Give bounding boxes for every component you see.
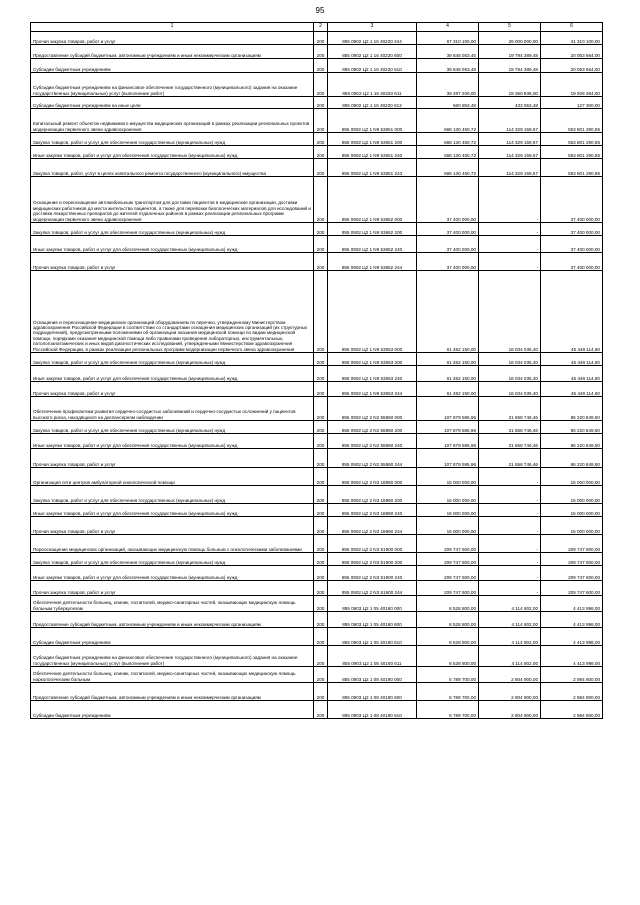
row-name-cell: Прочая закупка товаров, работ и услуг xyxy=(31,581,314,596)
row-value-3-cell: 127 300,00 xyxy=(541,97,603,109)
row-kvr-cell: 200 xyxy=(314,596,328,612)
row-value-2-cell: 4 114 802,00 xyxy=(479,612,541,628)
table-body xyxy=(31,32,603,719)
row-value-3-cell: 2 984 800,00 xyxy=(541,701,603,719)
row-kvr-cell: 200 xyxy=(314,628,328,646)
row-kvr-cell: 200 xyxy=(314,553,328,566)
row-kvr-cell: 200 xyxy=(314,159,328,177)
column-header-2: 2 xyxy=(314,23,328,32)
table-row xyxy=(31,397,603,421)
column-header-5: 5 xyxy=(479,23,541,32)
row-value-2-cell: - xyxy=(479,468,541,486)
row-kvr-cell: 200 xyxy=(314,236,328,253)
row-kvr-cell: 200 xyxy=(314,535,328,553)
row-value-1-cell: 668 130 450,72 xyxy=(417,133,479,146)
table-row xyxy=(31,421,603,434)
row-value-3-cell: 4 413 998,00 xyxy=(541,646,603,667)
row-code-cell: 855 0903 Ц2 1 08 40190 000 xyxy=(328,667,417,683)
row-value-3-cell: 4 413 998,00 xyxy=(541,628,603,646)
row-value-1-cell: 15 000 000,00 xyxy=(417,517,479,535)
row-value-2-cell: 114 329 159,67 xyxy=(479,133,541,146)
row-code-cell: 855 0902 Ц2 1 N9 53652 000 xyxy=(328,177,417,223)
row-value-2-cell: 16 034 035,40 xyxy=(479,271,541,353)
column-header-3: 3 xyxy=(328,23,417,32)
row-code-cell: 855 0902 Ц2 2 N2 55860 240 xyxy=(328,434,417,449)
row-value-3-cell: 209 747 600,00 xyxy=(541,566,603,581)
row-value-1-cell: 37 400 000,00 xyxy=(417,177,479,223)
row-value-2-cell: - xyxy=(479,253,541,271)
row-kvr-cell: 200 xyxy=(314,468,328,486)
table-row xyxy=(31,159,603,177)
row-name-cell: Обеспечение деятельности больниц, клиник, госпиталей, медико-санитарных частей, оказывающих медицинскую помощь наркологическим больным xyxy=(31,667,314,683)
row-value-3-cell: 15 000 000,00 xyxy=(541,486,603,504)
row-value-3-cell: 86 220 849,50 xyxy=(541,434,603,449)
row-value-3-cell: 15 000 000,00 xyxy=(541,504,603,517)
row-value-2-cell: - xyxy=(479,553,541,566)
row-value-2-cell: 433 553,48 xyxy=(479,97,541,109)
row-code-cell: 855 0903 Ц2 1 05 40160 610 xyxy=(328,628,417,646)
table-row xyxy=(31,434,603,449)
table-row xyxy=(31,646,603,667)
row-kvr-cell: 200 xyxy=(314,133,328,146)
row-value-2-cell: 16 034 035,40 xyxy=(479,366,541,382)
row-value-1-cell: 61 482 150,00 xyxy=(417,366,479,382)
row-value-1-cell: 107 879 595,96 xyxy=(417,421,479,434)
budget-table xyxy=(30,22,603,719)
row-value-1-cell: 107 879 595,96 xyxy=(417,397,479,421)
row-kvr-cell: 200 xyxy=(314,581,328,596)
row-value-2-cell: 16 034 035,40 xyxy=(479,353,541,366)
table-header-row xyxy=(31,23,603,32)
row-code-cell: 855 0902 Ц2 1 N9 53651 240 xyxy=(328,146,417,159)
row-value-1-cell: 61 482 150,00 xyxy=(417,382,479,397)
table-row xyxy=(31,366,603,382)
table-row xyxy=(31,581,603,596)
row-kvr-cell: 200 xyxy=(314,45,328,59)
row-name-cell: Закупка товаров, работ и услуг для обеспечения государственных (муниципальных) нужд xyxy=(31,223,314,236)
row-value-1-cell: 5 789 700,00 xyxy=(417,667,479,683)
row-value-3-cell: 4 413 998,00 xyxy=(541,596,603,612)
row-code-cell: 855 0902 Ц2 2 N3 18960 200 xyxy=(328,486,417,504)
row-value-1-cell: 209 747 600,00 xyxy=(417,581,479,596)
row-name-cell: Прочая закупка товаров, работ и услуг xyxy=(31,517,314,535)
row-name-cell: Иные закупки товаров, работ и услуг для обеспечения государственных (муниципальных) нужд xyxy=(31,236,314,253)
row-value-2-cell: 21 658 746,46 xyxy=(479,421,541,434)
row-name-cell: Предоставление субсидий бюджетным, автономным учреждениям и иным некоммерческим организациям xyxy=(31,612,314,628)
row-name-cell: Организация сети центров амбулаторной онкологической помощи xyxy=(31,468,314,486)
table-row xyxy=(31,504,603,517)
row-code-cell: 855 0902 Ц2 2 N3 51900 200 xyxy=(328,553,417,566)
row-value-3-cell: 15 000 000,00 xyxy=(541,517,603,535)
row-value-1-cell: 209 747 600,00 xyxy=(417,553,479,566)
row-value-2-cell: - xyxy=(479,236,541,253)
row-value-1-cell: 668 130 450,72 xyxy=(417,109,479,133)
row-name-cell: Прочая закупка товаров, работ и услуг xyxy=(31,253,314,271)
row-value-3-cell: 37 400 000,00 xyxy=(541,236,603,253)
row-code-cell: 855 0903 Ц2 1 05 40160 600 xyxy=(328,612,417,628)
row-name-cell: Закупка товаров, работ и услуг для обеспечения государственных (муниципальных) нужд xyxy=(31,486,314,504)
row-value-3-cell: 553 801 290,85 xyxy=(541,146,603,159)
row-value-3-cell: 45 448 114,60 xyxy=(541,353,603,366)
row-kvr-cell: 200 xyxy=(314,366,328,382)
row-name-cell: Иные закупки товаров, работ и услуг для обеспечения государственных (муниципальных) нужд xyxy=(31,566,314,581)
row-value-2-cell: 114 329 159,67 xyxy=(479,159,541,177)
row-value-1-cell: 39 287 200,00 xyxy=(417,73,479,97)
row-name-cell: Субсидии бюджетным учреждениям xyxy=(31,628,314,646)
row-code-cell: 855 0902 Ц2 2 N3 18960 000 xyxy=(328,468,417,486)
row-kvr-cell: 200 xyxy=(314,109,328,133)
table-row xyxy=(31,223,603,236)
table-row xyxy=(31,486,603,504)
row-code-cell: 855 0902 Ц2 1 N9 53652 244 xyxy=(328,253,417,271)
row-value-2-cell: - xyxy=(479,581,541,596)
row-value-2-cell: - xyxy=(479,486,541,504)
row-value-3-cell: 37 400 000,00 xyxy=(541,223,603,236)
row-value-3-cell: 209 747 600,00 xyxy=(541,581,603,596)
row-kvr-cell: 200 xyxy=(314,223,328,236)
table-row xyxy=(31,32,603,45)
row-name-cell: Прочая закупка товаров, работ и услуг xyxy=(31,32,314,45)
page-number: 95 xyxy=(315,6,325,15)
row-value-2-cell: 114 329 159,67 xyxy=(479,109,541,133)
row-kvr-cell: 200 xyxy=(314,612,328,628)
table-row xyxy=(31,353,603,366)
row-kvr-cell: 200 xyxy=(314,566,328,581)
row-value-2-cell: 114 329 159,67 xyxy=(479,146,541,159)
table-row xyxy=(31,133,603,146)
row-value-1-cell: 8 528 800,00 xyxy=(417,596,479,612)
table-row xyxy=(31,468,603,486)
column-header-1: 1 xyxy=(31,23,314,32)
row-value-2-cell: - xyxy=(479,517,541,535)
table-row xyxy=(31,628,603,646)
table-row xyxy=(31,612,603,628)
row-value-2-cell: 19 794 389,48 xyxy=(479,45,541,59)
row-code-cell: 855 0903 Ц2 1 05 40160 611 xyxy=(328,646,417,667)
row-kvr-cell: 200 xyxy=(314,701,328,719)
row-value-2-cell: - xyxy=(479,535,541,553)
row-code-cell: 855 0902 Ц2 2 N3 51900 000 xyxy=(328,535,417,553)
row-name-cell: Переоснащение медицинских организаций, оказывающих медицинскую помощь больным с онкологическими заболеваниями xyxy=(31,535,314,553)
row-kvr-cell: 200 xyxy=(314,449,328,468)
row-value-3-cell: 20 053 664,00 xyxy=(541,59,603,73)
table-row xyxy=(31,667,603,683)
row-value-1-cell: 37 400 000,00 xyxy=(417,223,479,236)
row-value-1-cell: 107 879 595,96 xyxy=(417,449,479,468)
row-name-cell: Закупка товаров, работ и услуг для обеспечения государственных (муниципальных) нужд xyxy=(31,133,314,146)
row-value-3-cell: 553 801 290,85 xyxy=(541,133,603,146)
table-row xyxy=(31,271,603,353)
row-code-cell: 855 0902 Ц2 2 N3 18960 244 xyxy=(328,517,417,535)
row-value-1-cell: 37 400 000,00 xyxy=(417,253,479,271)
row-value-1-cell: 61 482 150,00 xyxy=(417,353,479,366)
row-value-2-cell: 21 658 746,46 xyxy=(479,397,541,421)
row-value-3-cell: 45 448 114,60 xyxy=(541,366,603,382)
row-name-cell: Субсидии бюджетным учреждениям на финансовое обеспечение государственного (муниципального) задания на оказание государственных (муниципальных) услуг (выполнение работ) xyxy=(31,646,314,667)
row-code-cell: 855 0903 Ц2 1 05 40160 000 xyxy=(328,596,417,612)
row-value-2-cell: 21 658 746,46 xyxy=(479,434,541,449)
row-kvr-cell: 200 xyxy=(314,177,328,223)
row-value-3-cell: 19 926 364,00 xyxy=(541,73,603,97)
row-value-1-cell: 15 000 000,00 xyxy=(417,468,479,486)
row-value-3-cell: 86 220 849,50 xyxy=(541,421,603,434)
row-value-1-cell: 668 130 450,72 xyxy=(417,146,479,159)
row-value-3-cell: 4 413 998,00 xyxy=(541,612,603,628)
row-value-1-cell: 209 747 600,00 xyxy=(417,535,479,553)
row-value-2-cell: 2 804 900,00 xyxy=(479,667,541,683)
table-row xyxy=(31,45,603,59)
table-row xyxy=(31,177,603,223)
row-value-1-cell: 5 789 700,00 xyxy=(417,683,479,701)
row-kvr-cell: 200 xyxy=(314,353,328,366)
row-value-1-cell: 668 130 450,72 xyxy=(417,159,479,177)
row-name-cell: Оснащение и переоснащение медицинских организаций оборудованием по перечню, утвержденному Министерством здравоохранения Российской Федерации в соответствии со стандартами оснащения медицинских организаций (их структурных подразделений), предусмотренными положениями об организации оказания медицинской помощи по видам медицинской помощи, порядками оказания медицинской помощи либо правилами проведения лабораторных, инструментальных, патологоанатомических и иных видов диагностических исследований, утвержденными Министерством здравоохранения Российской Федерации, в рамках реализации региональных программ модернизации первичного звена здравоохранения xyxy=(31,271,314,353)
row-value-1-cell: 209 747 600,00 xyxy=(417,566,479,581)
row-value-1-cell: 8 528 800,00 xyxy=(417,628,479,646)
row-value-3-cell: 209 747 600,00 xyxy=(541,553,603,566)
row-value-1-cell: 15 000 000,00 xyxy=(417,486,479,504)
row-value-1-cell: 61 482 150,00 xyxy=(417,271,479,353)
row-code-cell: 855 0902 Ц2 2 N3 18960 240 xyxy=(328,504,417,517)
row-name-cell: Капитальный ремонт объектов недвижимого имущества медицинских организаций в рамках реализации региональных проектов модернизации первичного звена здравоохранения xyxy=(31,109,314,133)
row-code-cell: 855 0902 Ц2 1 N9 53651 200 xyxy=(328,133,417,146)
row-kvr-cell: 200 xyxy=(314,97,328,109)
row-code-cell: 855 0902 Ц2 1 16 40220 600 xyxy=(328,45,417,59)
row-value-1-cell: 37 400 000,00 xyxy=(417,236,479,253)
row-value-2-cell: 19 360 836,00 xyxy=(479,73,541,97)
row-value-2-cell: 4 114 802,00 xyxy=(479,628,541,646)
row-name-cell: Закупка товаров, работ и услуг для обеспечения государственных (муниципальных) нужд xyxy=(31,353,314,366)
table-row xyxy=(31,566,603,581)
row-value-3-cell: 553 801 290,85 xyxy=(541,159,603,177)
row-value-3-cell: 41 310 100,00 xyxy=(541,32,603,45)
table-row xyxy=(31,449,603,468)
row-kvr-cell: 200 xyxy=(314,683,328,701)
row-name-cell: Субсидии бюджетным учреждениям на иные цели xyxy=(31,97,314,109)
row-name-cell: Прочая закупка товаров, работ и услуг xyxy=(31,382,314,397)
table-row xyxy=(31,59,603,73)
row-value-2-cell: 16 034 035,40 xyxy=(479,382,541,397)
row-value-3-cell: 2 984 800,00 xyxy=(541,667,603,683)
row-kvr-cell: 200 xyxy=(314,397,328,421)
row-kvr-cell: 200 xyxy=(314,59,328,73)
row-code-cell: 855 0902 Ц2 2 N3 51900 240 xyxy=(328,566,417,581)
table-row xyxy=(31,382,603,397)
row-name-cell: Субсидии бюджетным учреждениям xyxy=(31,701,314,719)
table-row xyxy=(31,535,603,553)
table-row xyxy=(31,553,603,566)
row-value-2-cell: 4 114 802,00 xyxy=(479,646,541,667)
row-code-cell: 855 0902 Ц2 1 16 40220 612 xyxy=(328,97,417,109)
row-name-cell: Обеспечение деятельности больниц, клиник, госпиталей, медико-санитарных частей, оказывающих медицинскую помощь больным туберкулезом xyxy=(31,596,314,612)
row-value-1-cell: 67 310 100,00 xyxy=(417,32,479,45)
row-value-1-cell: 8 528 800,00 xyxy=(417,646,479,667)
row-value-2-cell: 4 114 802,00 xyxy=(479,596,541,612)
row-value-3-cell: 37 400 000,00 xyxy=(541,253,603,271)
row-value-3-cell: 86 220 849,50 xyxy=(541,397,603,421)
row-value-3-cell: 209 747 600,00 xyxy=(541,535,603,553)
row-name-cell: Обеспечение профилактики развития сердечно-сосудистых заболеваний и сердечно-сосудистых осложнений у пациентов высокого риска, находящихся на диспансерном наблюдении xyxy=(31,397,314,421)
row-value-2-cell: - xyxy=(479,177,541,223)
row-value-2-cell: 21 658 746,46 xyxy=(479,449,541,468)
row-kvr-cell: 200 xyxy=(314,146,328,159)
row-value-2-cell: - xyxy=(479,566,541,581)
row-value-2-cell: 2 804 900,00 xyxy=(479,683,541,701)
row-name-cell: Предоставление субсидий бюджетным, автономным учреждениям и иным некоммерческим организациям xyxy=(31,45,314,59)
table-row xyxy=(31,701,603,719)
row-value-1-cell: 5 789 700,00 xyxy=(417,701,479,719)
row-value-1-cell: 39 848 053,48 xyxy=(417,59,479,73)
row-kvr-cell: 200 xyxy=(314,486,328,504)
row-name-cell: Субсидии бюджетным учреждениям xyxy=(31,59,314,73)
row-kvr-cell: 200 xyxy=(314,253,328,271)
row-value-1-cell: 39 848 053,45 xyxy=(417,45,479,59)
row-value-1-cell: 8 528 800,00 xyxy=(417,612,479,628)
row-code-cell: 855 0902 Ц2 1 16 40220 244 xyxy=(328,32,417,45)
row-value-3-cell: 553 801 290,85 xyxy=(541,109,603,133)
row-value-3-cell: 86 220 849,50 xyxy=(541,449,603,468)
row-code-cell: 855 0902 Ц2 1 N9 53653 244 xyxy=(328,382,417,397)
table-row xyxy=(31,596,603,612)
row-code-cell: 855 0902 Ц2 2 N2 55860 244 xyxy=(328,449,417,468)
row-code-cell: 855 0902 Ц2 1 N9 53653 200 xyxy=(328,353,417,366)
row-kvr-cell: 200 xyxy=(314,646,328,667)
row-code-cell: 855 0902 Ц2 2 N2 55860 200 xyxy=(328,421,417,434)
row-name-cell: Закупка товаров, работ и услуг для обеспечения государственных (муниципальных) нужд xyxy=(31,421,314,434)
row-code-cell: 855 0902 Ц2 2 N2 55860 000 xyxy=(328,397,417,421)
row-name-cell: Закупка товаров, работ, услуг в целях капитального ремонта государственного (муниципального) имущества xyxy=(31,159,314,177)
row-value-2-cell: - xyxy=(479,504,541,517)
row-code-cell: 855 0902 Ц2 1 N9 53653 240 xyxy=(328,366,417,382)
table-row xyxy=(31,236,603,253)
row-name-cell: Иные закупки товаров, работ и услуг для обеспечения государственных (муниципальных) нужд xyxy=(31,504,314,517)
row-code-cell: 855 0903 Ц2 1 08 40190 600 xyxy=(328,683,417,701)
table-row xyxy=(31,146,603,159)
row-name-cell: Иные закупки товаров, работ и услуг для обеспечения государственных (муниципальных) нужд xyxy=(31,366,314,382)
row-code-cell: 855 0902 Ц2 1 N9 53651 243 xyxy=(328,159,417,177)
row-value-2-cell: - xyxy=(479,223,541,236)
row-value-1-cell: 560 853,48 xyxy=(417,97,479,109)
row-name-cell: Иные закупки товаров, работ и услуг для обеспечения государственных (муниципальных) нужд xyxy=(31,146,314,159)
row-code-cell: 855 0902 Ц2 2 N3 51900 244 xyxy=(328,581,417,596)
row-name-cell: Прочая закупка товаров, работ и услуг xyxy=(31,449,314,468)
row-kvr-cell: 200 xyxy=(314,517,328,535)
row-kvr-cell: 200 xyxy=(314,504,328,517)
row-value-3-cell: 45 448 114,60 xyxy=(541,382,603,397)
row-value-3-cell: 20 053 664,00 xyxy=(541,45,603,59)
row-name-cell: Предоставление субсидий бюджетным, автономным учреждениям и иным некоммерческим организациям xyxy=(31,683,314,701)
row-kvr-cell: 200 xyxy=(314,73,328,97)
row-kvr-cell: 200 xyxy=(314,434,328,449)
row-value-1-cell: 107 879 595,96 xyxy=(417,434,479,449)
table-row xyxy=(31,73,603,97)
table-row xyxy=(31,97,603,109)
row-value-1-cell: 15 000 000,00 xyxy=(417,504,479,517)
row-code-cell: 855 0902 Ц2 1 N9 53652 240 xyxy=(328,236,417,253)
row-kvr-cell: 200 xyxy=(314,32,328,45)
row-value-2-cell: 26 000 000,00 xyxy=(479,32,541,45)
row-value-2-cell: 19 794 389,48 xyxy=(479,59,541,73)
row-code-cell: 855 0902 Ц2 1 16 40220 611 xyxy=(328,73,417,97)
row-code-cell: 855 0902 Ц2 1 16 40220 610 xyxy=(328,59,417,73)
table-row xyxy=(31,683,603,701)
column-header-6: 6 xyxy=(541,23,603,32)
row-value-3-cell: 2 984 800,00 xyxy=(541,683,603,701)
row-name-cell: Закупка товаров, работ и услуг для обеспечения государственных (муниципальных) нужд xyxy=(31,553,314,566)
row-name-cell: Оснащение и переоснащение автомобильным транспортом для доставки пациентов в медицинские организации, доставки медицинских работников до места жительства пациентов, а также для перевозки биологических материалов для исследований и доставки лекарственных препаратов до жителей отдаленных районов в рамках реализации региональных программ модернизации первичного звена здравоохранения xyxy=(31,177,314,223)
row-value-3-cell: 15 000 000,00 xyxy=(541,468,603,486)
row-value-2-cell: 2 804 900,00 xyxy=(479,701,541,719)
row-code-cell: 855 0902 Ц2 1 N9 53653 000 xyxy=(328,271,417,353)
row-value-3-cell: 37 400 000,00 xyxy=(541,177,603,223)
row-code-cell: 855 0903 Ц2 1 08 40190 610 xyxy=(328,701,417,719)
row-code-cell: 855 0902 Ц2 1 N9 53652 200 xyxy=(328,223,417,236)
row-name-cell: Субсидии бюджетным учреждениям на финансовое обеспечение государственного (муниципального) задания на оказание государственных (муниципальных) услуг (выполнение работ) xyxy=(31,73,314,97)
table-row xyxy=(31,109,603,133)
row-kvr-cell: 200 xyxy=(314,271,328,353)
row-value-3-cell: 45 448 114,60 xyxy=(541,271,603,353)
row-code-cell: 855 0902 Ц2 1 N9 53651 000 xyxy=(328,109,417,133)
row-kvr-cell: 200 xyxy=(314,421,328,434)
column-header-4: 4 xyxy=(417,23,479,32)
row-name-cell: Иные закупки товаров, работ и услуг для обеспечения государственных (муниципальных) нужд xyxy=(31,434,314,449)
table-row xyxy=(31,253,603,271)
row-kvr-cell: 200 xyxy=(314,382,328,397)
row-kvr-cell: 200 xyxy=(314,667,328,683)
table-row xyxy=(31,517,603,535)
